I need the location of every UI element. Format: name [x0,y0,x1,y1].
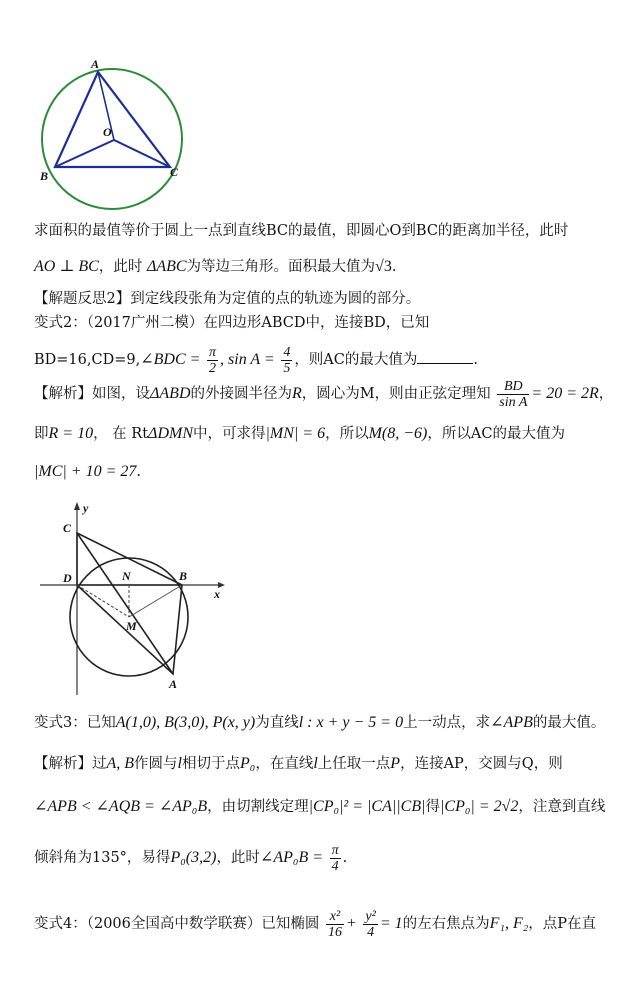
label-b: B [40,169,49,183]
label-d: D [63,571,72,585]
variant2-intro: 变式2：（2017广州二模）在四边形ABCD中，连接BD，已知 [34,315,430,331]
segment-ac [77,533,173,674]
triangle-abc [55,72,170,167]
label-a: A [91,57,100,71]
fraction-pi-over-4: $\frac{\pi}{4}$ [331,842,339,874]
label-n: N [122,569,131,583]
y-axis-arrow [74,502,80,510]
para1-line2: AO ⊥ BC，此时 ΔABC为等边三角形。面积最大值为√3. [34,258,397,275]
label-b: B [179,569,188,583]
label-x: x [214,587,220,601]
para1-line1: 求面积的最值等价于圆上一点到直线BC的最值，即圆心O到BC的距离加半径，此时 [34,223,569,239]
quadrilateral-abcd [77,533,182,674]
solution2-line3: |MC| + 10 = 27. [34,463,141,480]
variant4-statement: 变式4：（2006全国高中数学联赛）已知椭圆 $\frac{\text{x²}}{16}$ + $\frac{\text{y²}}{4}$ = 1的左右焦点为F₁, F₂，点P在直 [34,908,597,940]
solution3-line1: 【解析】过A, B作圆与l相切于点P₀，在直线l上任取一点P，连接AP，交圆与Q，则 [34,755,563,772]
label-o: O [103,125,112,139]
label-y: y [83,501,89,515]
solution2-line2: 即R = 10， 在 RtΔDMN中，可求得|MN| = 6，所以M(8, −6)，所以AC的最大值为 [34,425,565,442]
solution3-line2: ∠APB < ∠AQB = ∠AP₀B，由切割线定理|CP₀|² = |CA||CB|得|CP₀| = 2√2，注意到直线 [34,798,606,815]
label-c: C [170,165,179,179]
fraction-4-over-5: $\frac{4}{5}$ [283,344,291,376]
fraction-bd-over-sina: $\frac{BD}{\text{sin A}}$ [499,378,528,410]
reflection-2: 【解题反思2】到定线段张角为定值的点的轨迹为圆的部分。 [34,291,421,307]
answer-blank [417,362,473,364]
fraction-x2-over-16: $\frac{\text{x²}}{16}$ [328,908,342,940]
figure-circle-triangle [30,52,190,222]
segment-mb [129,585,182,617]
solution2-line1: 【解析】如图，设ΔABD的外接圆半径为R，圆心为M，则由正弦定理知 $\frac{BD}{\text{sin A}}$ = 20 = 2R， [34,378,614,410]
variant3-statement: 变式3：已知A(1,0), B(3,0), P(x, y)为直线l : x + y − 5 = 0上一动点，求∠APB的最大值。 [34,714,606,731]
fraction-pi-over-2: $\frac{\pi}{2}$ [209,344,217,376]
label-m: M [126,619,137,633]
label-c: C [63,521,72,535]
figure-coordinate-circle [38,500,228,700]
fraction-y2-over-4: $\frac{\text{y²}}{4}$ [365,908,376,940]
variant2-conditions: BD=16,CD=9,∠BDC = $\frac{\pi}{2}$ , sin A = $\frac{4}{5}$ ，则AC的最大值为 . [34,344,478,376]
solution3-line3: 倾斜角为135°，易得P₀(3,2)，此时∠AP₀B = $\frac{\pi}{4}$ . [34,842,348,874]
label-a: A [169,677,178,691]
segment-dm [77,585,129,617]
